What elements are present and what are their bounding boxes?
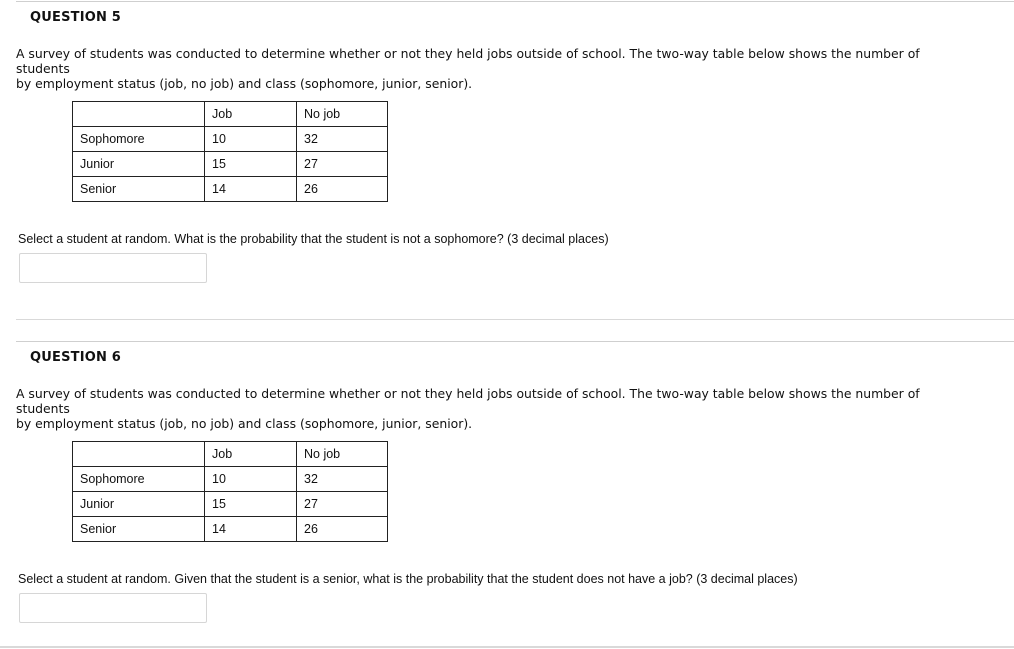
row-label: Sophomore xyxy=(73,467,205,492)
question-6-intro-line-1: A survey of students was conducted to determine whether or not they held jobs outside of school. The two-way table below shows the number of students xyxy=(16,386,920,416)
question-6-title: QUESTION 6 xyxy=(30,350,122,365)
table-corner-cell xyxy=(73,102,205,127)
row-label: Sophomore xyxy=(73,127,205,152)
cell-job: 10 xyxy=(205,127,297,152)
question-5-intro-line-1: A survey of students was conducted to determine whether or not they held jobs outside of school. The two-way table below shows the number of students xyxy=(16,46,920,76)
question-5-header xyxy=(16,1,1014,31)
table-row xyxy=(73,492,388,517)
cell-job: 15 xyxy=(205,152,297,177)
question-6-prompt: Select a student at random. Given that the student is a senior, what is the probability that the student does not have a job? (3 decimal places) xyxy=(18,572,798,586)
table-header-no-job: No job xyxy=(297,102,388,127)
question-6-answer-input[interactable] xyxy=(19,593,207,623)
question-6-header xyxy=(16,341,1014,371)
row-label: Senior xyxy=(73,177,205,202)
question-6-table xyxy=(72,441,388,542)
cell-no-job: 32 xyxy=(297,127,388,152)
cell-no-job: 26 xyxy=(297,177,388,202)
table-corner-cell xyxy=(73,442,205,467)
table-header-row xyxy=(73,442,388,467)
table-row xyxy=(73,127,388,152)
question-5-intro-line-2: by employment status (job, no job) and class (sophomore, junior, senior). xyxy=(16,76,473,91)
question-5-table xyxy=(72,101,388,202)
cell-no-job: 26 xyxy=(297,517,388,542)
table-row xyxy=(73,152,388,177)
table-header-job: Job xyxy=(205,442,297,467)
row-label: Junior xyxy=(73,152,205,177)
cell-job: 10 xyxy=(205,467,297,492)
cell-job: 14 xyxy=(205,177,297,202)
table-row xyxy=(73,517,388,542)
row-label: Junior xyxy=(73,492,205,517)
table-header-job: Job xyxy=(205,102,297,127)
question-5-prompt: Select a student at random. What is the probability that the student is not a sophomore? (3 decimal places) xyxy=(18,232,609,246)
cell-job: 14 xyxy=(205,517,297,542)
question-5-title: QUESTION 5 xyxy=(30,10,122,25)
question-5-intro xyxy=(16,46,976,91)
table-row xyxy=(73,467,388,492)
table-row xyxy=(73,177,388,202)
row-label: Senior xyxy=(73,517,205,542)
question-6-intro xyxy=(16,386,976,431)
cell-no-job: 32 xyxy=(297,467,388,492)
question-5-answer-input[interactable] xyxy=(19,253,207,283)
bottom-divider xyxy=(0,646,1014,648)
question-separator xyxy=(16,319,1014,320)
cell-no-job: 27 xyxy=(297,152,388,177)
cell-job: 15 xyxy=(205,492,297,517)
table-header-row xyxy=(73,102,388,127)
cell-no-job: 27 xyxy=(297,492,388,517)
table-header-no-job: No job xyxy=(297,442,388,467)
question-6-intro-line-2: by employment status (job, no job) and class (sophomore, junior, senior). xyxy=(16,416,473,431)
